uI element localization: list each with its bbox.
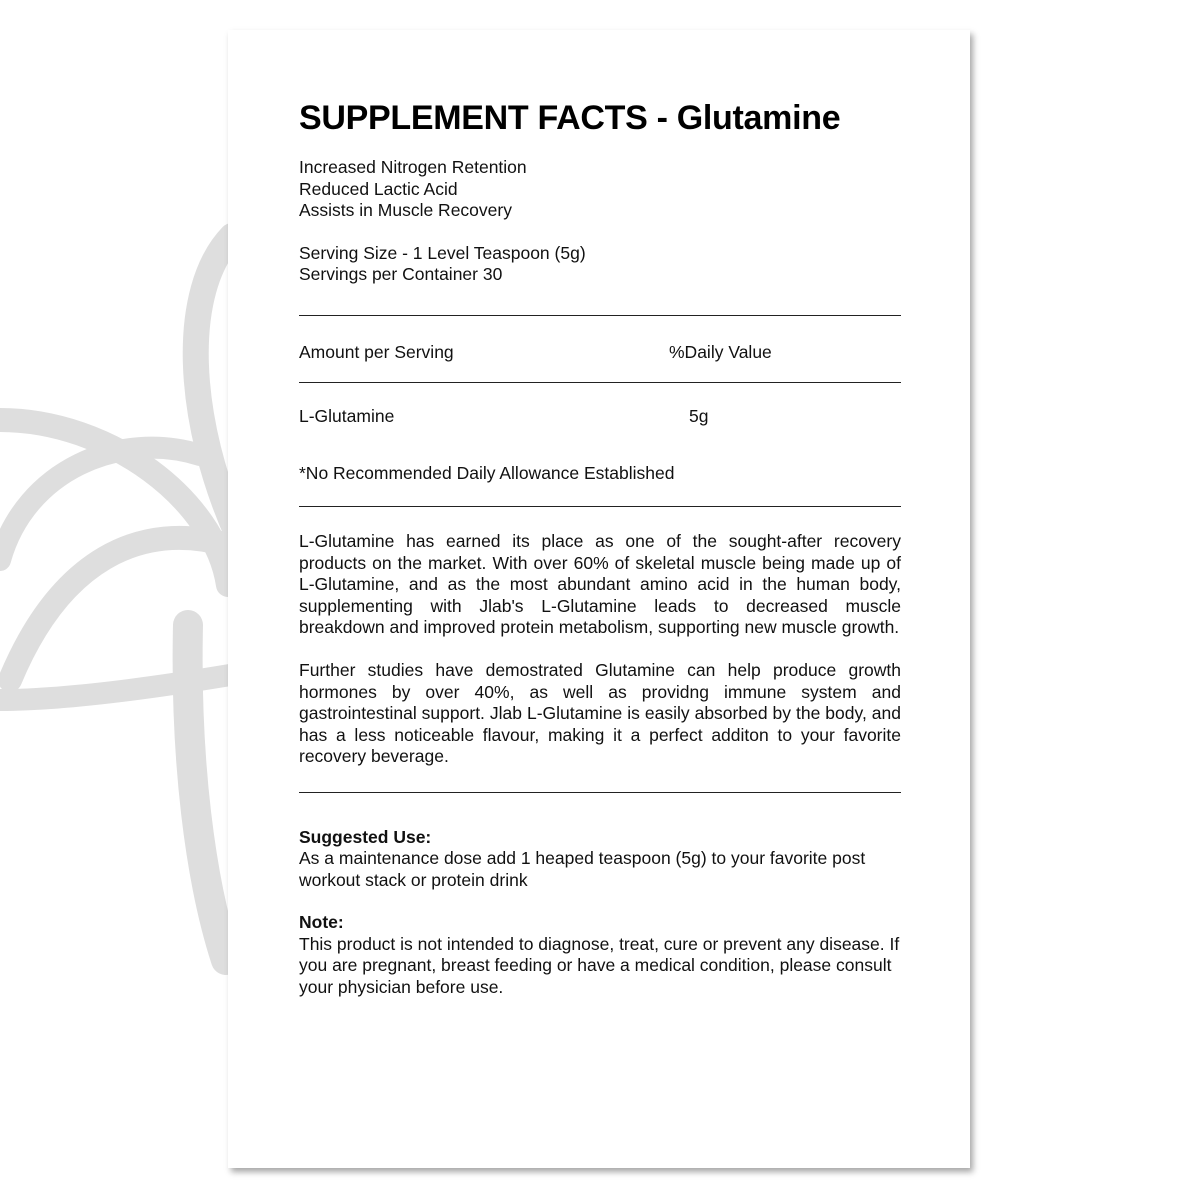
suggested-use-section <box>299 827 901 892</box>
note-text: This product is not intended to diagnose, treat, cure or prevent any disease. If you are pregnant, breast feeding or have a medical condition, please consult your physician before use. <box>299 933 900 997</box>
table-header <box>299 342 901 363</box>
benefit-item: Assists in Muscle Recovery <box>299 200 512 220</box>
page-title: SUPPLEMENT FACTS - Glutamine <box>299 99 841 137</box>
suggested-use-text: As a maintenance dose add 1 heaped teaspoon (5g) to your favorite post workout stack or protein drink <box>299 848 866 890</box>
divider <box>299 382 901 383</box>
note-section <box>299 912 901 998</box>
description-paragraph: Further studies have demostrated Glutamine can help produce growth hormones by over 40%, as well as providng immune system and gastrointestinal support. Jlab L-Glutamine is easily absorbed by the body, and has a less noticeable flavour, making it a perfect additon to your favorite recovery beverage. <box>299 659 901 767</box>
benefits-list <box>299 157 901 222</box>
ingredient-name: L-Glutamine <box>299 405 395 426</box>
suggested-use-heading: Suggested Use: <box>299 826 432 847</box>
divider <box>299 315 901 316</box>
ingredient-amount: 5g <box>689 405 709 426</box>
benefit-item: Increased Nitrogen Retention <box>299 157 527 177</box>
divider <box>299 792 901 793</box>
benefit-item: Reduced Lactic Acid <box>299 178 458 199</box>
description-paragraph: L-Glutamine has earned its place as one of the sought-after recovery products on the market. With over 60% of skeletal muscle being made up of L-Glutamine, and as the most abundant amino acid in the human body, supplementing with Jlab's L-Glutamine leads to decreased muscle breakdown and improved protein metabolism, supporting new muscle growth. <box>299 531 901 638</box>
amount-per-serving-label: Amount per Serving <box>299 341 454 362</box>
serving-size: Serving Size - 1 Level Teaspoon (5g) <box>299 242 586 263</box>
supplement-facts-panel <box>228 30 970 1168</box>
daily-value-label: %Daily Value <box>669 341 772 362</box>
table-row <box>299 406 901 427</box>
servings-per-container: Servings per Container 30 <box>299 264 503 284</box>
note-heading: Note: <box>299 912 344 933</box>
panel-content <box>299 96 901 998</box>
serving-info <box>299 243 901 286</box>
divider <box>299 506 901 507</box>
daily-allowance-footnote: *No Recommended Daily Allowance Established <box>299 462 675 483</box>
